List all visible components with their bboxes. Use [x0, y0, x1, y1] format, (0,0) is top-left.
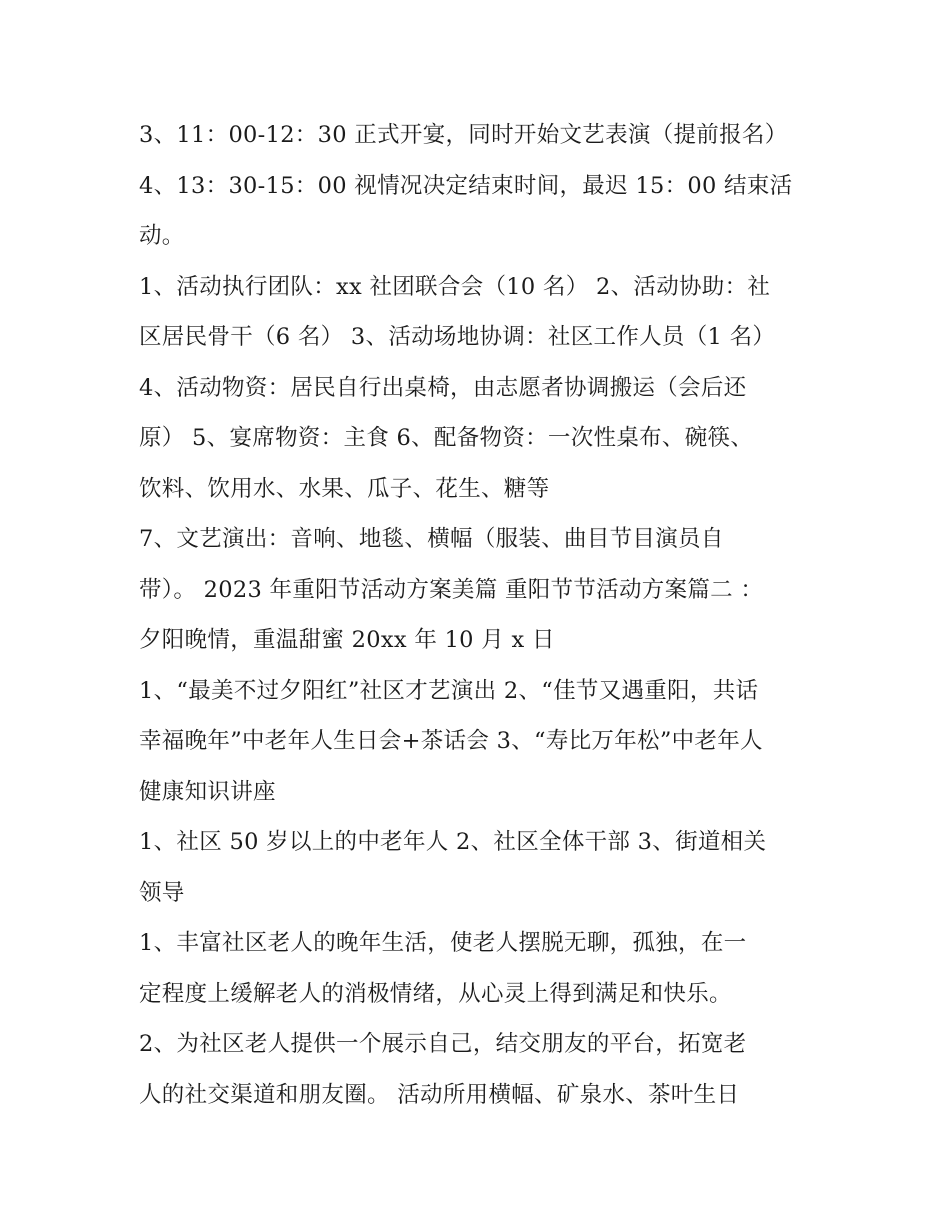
text-line: 健康知识讲座: [139, 778, 276, 805]
text-line: 2、为社区老人提供一个展示自己，结交朋友的平台，拓宽老: [139, 1031, 747, 1057]
text-line: 区居民骨干（6 名） 3、活动场地协调：社区工作人员（1 名）: [139, 324, 776, 350]
text-line: 4、13：30-15：00 视情况决定结束时间，最迟 15：00 结束活: [139, 172, 793, 199]
text-line: 1、丰富社区老人的晚年生活，使老人摆脱无聊，孤独，在一: [139, 930, 747, 956]
text-line: 1、社区 50 岁以上的中老年人 2、社区全体干部 3、街道相关: [139, 829, 767, 855]
text-line: 领导: [139, 879, 185, 906]
text-line: 7、文艺演出：音响、地毯、横幅（服装、曲目节目演员自: [139, 526, 724, 552]
text-line: 饮料、饮用水、水果、瓜子、花生、糖等: [139, 475, 550, 502]
text-line: 动。: [139, 223, 185, 249]
text-line: 1、“最美不过夕阳红”社区才艺演出 2、“佳节又遇重阳，共话: [139, 677, 759, 704]
text-line: 夕阳晚情，重温甜蜜 20xx 年 10 月 x 日: [139, 627, 555, 653]
text-line: 原） 5、宴席物资：主食 6、配备物资：一次性桌布、碗筷、: [139, 425, 754, 451]
text-line: 1、活动执行团队：xx 社团联合会（10 名） 2、活动协助：社: [139, 273, 771, 300]
text-line: 人的社交渠道和朋友圈。 活动所用横幅、矿泉水、茶叶生日: [139, 1081, 740, 1108]
document-body: [139, 110, 819, 1120]
text-line: 3、11：00-12：30 正式开宴，同时开始文艺表演（提前报名）: [139, 122, 788, 148]
text-line: 定程度上缓解老人的消极情绪，从心灵上得到满足和快乐。: [139, 980, 732, 1007]
text-line: 幸福晚年”中老年人生日会+茶话会 3、“寿比万年松”中老年人: [139, 728, 763, 754]
text-line: 4、活动物资：居民自行出桌椅，由志愿者协调搬运（会后还: [139, 374, 747, 401]
text-line: 带）。 2023 年重阳节活动方案美篇 重阳节节活动方案篇二 ：: [139, 576, 764, 603]
